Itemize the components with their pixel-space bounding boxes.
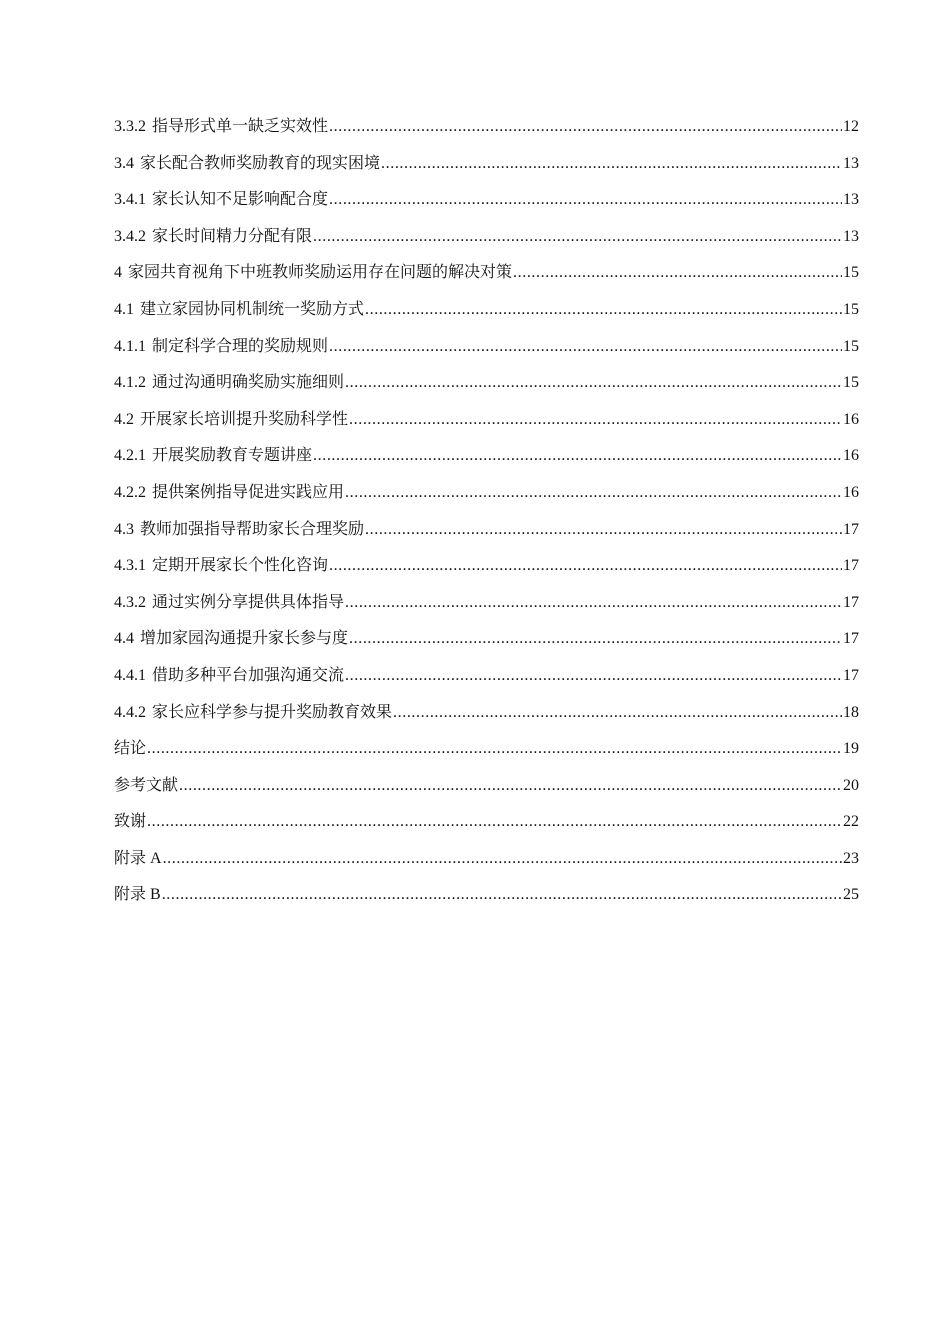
dot-leader xyxy=(147,810,842,834)
toc-entry[interactable] xyxy=(114,481,859,518)
toc-entry-page: 23 xyxy=(843,849,859,867)
toc-entry-page: 17 xyxy=(843,593,859,611)
toc-entry-page: 15 xyxy=(843,300,859,318)
toc-entry-number: 4.2.2 xyxy=(114,483,146,501)
toc-entry-number: 3.4.1 xyxy=(114,191,146,209)
toc-entry-number: 4.3.2 xyxy=(114,593,146,611)
dot-leader xyxy=(179,774,842,798)
toc-entry-page: 13 xyxy=(843,191,859,209)
table-of-contents xyxy=(114,115,859,920)
toc-entry-title: 结论 xyxy=(114,740,147,758)
toc-entry-number: 3.4.2 xyxy=(114,227,146,245)
dot-leader xyxy=(345,371,842,395)
toc-entry-number: 4.4.1 xyxy=(114,666,146,684)
toc-entry[interactable] xyxy=(114,591,859,628)
toc-entry-title: 制定科学合理的奖励规则 xyxy=(152,337,329,355)
dot-leader xyxy=(329,554,842,578)
toc-entry-page: 17 xyxy=(843,520,859,538)
toc-entry-title: 指导形式单一缺乏实效性 xyxy=(152,118,329,135)
dot-leader xyxy=(345,591,842,615)
toc-entry-title: 致谢 xyxy=(114,813,147,831)
toc-entry-page: 17 xyxy=(843,666,859,684)
toc-entry-page: 16 xyxy=(843,410,859,428)
toc-entry-number: 3.4 xyxy=(114,154,134,172)
toc-entry[interactable] xyxy=(114,298,859,335)
toc-entry-title: 附录 B xyxy=(114,886,161,904)
toc-entry-title: 参考文献 xyxy=(114,776,179,794)
toc-entry[interactable] xyxy=(114,774,859,811)
toc-entry-page: 16 xyxy=(843,447,859,465)
toc-entry[interactable] xyxy=(114,188,859,225)
toc-entry-number: 4.4 xyxy=(114,630,134,648)
toc-entry[interactable] xyxy=(114,115,859,152)
toc-entry-number: 4.4.2 xyxy=(114,703,146,721)
toc-entry-number: 4.3.1 xyxy=(114,557,146,575)
toc-entry-title: 家长时间精力分配有限 xyxy=(152,227,313,245)
toc-entry-number: 4.1.2 xyxy=(114,374,146,392)
dot-leader xyxy=(349,627,842,651)
toc-entry-title: 家长认知不足影响配合度 xyxy=(152,191,329,209)
toc-entry-number: 4.1.1 xyxy=(114,337,146,355)
dot-leader xyxy=(349,408,842,432)
dot-leader xyxy=(313,444,842,468)
toc-entry[interactable] xyxy=(114,152,859,189)
toc-entry-page: 13 xyxy=(843,227,859,245)
toc-entry-page: 17 xyxy=(843,557,859,575)
dot-leader xyxy=(329,335,842,359)
dot-leader xyxy=(313,225,842,249)
toc-entry-number: 4.2 xyxy=(114,410,134,428)
toc-entry-page: 18 xyxy=(843,703,859,721)
toc-entry-title: 增加家园沟通提升家长参与度 xyxy=(140,630,349,648)
dot-leader xyxy=(345,481,842,505)
toc-entry-number: 4.3 xyxy=(114,520,134,538)
toc-entry-page: 15 xyxy=(843,337,859,355)
dot-leader xyxy=(393,701,842,725)
toc-entry-title: 通过实例分享提供具体指导 xyxy=(152,593,345,611)
dot-leader xyxy=(329,188,842,212)
toc-entry-page: 20 xyxy=(843,776,859,794)
toc-entry-title: 教师加强指导帮助家长合理奖励 xyxy=(140,520,365,538)
dot-leader xyxy=(381,152,842,176)
toc-entry-page: 19 xyxy=(843,740,859,758)
toc-entry-title: 提供案例指导促进实践应用 xyxy=(152,483,345,501)
toc-entry-title: 建立家园协同机制统一奖励方式 xyxy=(140,300,365,318)
dot-leader xyxy=(365,518,842,542)
toc-entry-page: 22 xyxy=(843,813,859,831)
toc-entry[interactable] xyxy=(114,664,859,701)
toc-entry[interactable] xyxy=(114,518,859,555)
toc-entry-title: 家长配合教师奖励教育的现实困境 xyxy=(140,154,381,172)
toc-entry[interactable] xyxy=(114,408,859,445)
toc-entry[interactable] xyxy=(114,444,859,481)
toc-entry-title: 开展奖励教育专题讲座 xyxy=(152,447,313,465)
toc-entry[interactable] xyxy=(114,335,859,372)
toc-entry[interactable] xyxy=(114,627,859,664)
toc-entry[interactable] xyxy=(114,701,859,738)
toc-entry-title: 开展家长培训提升奖励科学性 xyxy=(140,410,349,428)
dot-leader xyxy=(329,115,842,139)
toc-entry-page: 15 xyxy=(843,264,859,282)
toc-entry-title: 附录 A xyxy=(114,849,162,867)
toc-entry[interactable] xyxy=(114,883,859,920)
toc-entry-page: 12 xyxy=(843,118,859,135)
toc-entry-page: 16 xyxy=(843,483,859,501)
toc-entry[interactable] xyxy=(114,261,859,298)
toc-entry[interactable] xyxy=(114,847,859,884)
toc-entry-number: 3.3.2 xyxy=(114,118,146,135)
toc-entry-title: 定期开展家长个性化咨询 xyxy=(152,557,329,575)
toc-entry-title: 通过沟通明确奖励实施细则 xyxy=(152,374,345,392)
toc-entry[interactable] xyxy=(114,225,859,262)
toc-entry[interactable] xyxy=(114,810,859,847)
toc-entry[interactable] xyxy=(114,737,859,774)
toc-entry[interactable] xyxy=(114,554,859,591)
dot-leader xyxy=(345,664,842,688)
toc-entry-number: 4.2.1 xyxy=(114,447,146,465)
toc-entry-number: 4.1 xyxy=(114,300,134,318)
toc-entry[interactable] xyxy=(114,371,859,408)
toc-entry-page: 17 xyxy=(843,630,859,648)
toc-entry-title: 借助多种平台加强沟通交流 xyxy=(152,666,345,684)
dot-leader xyxy=(163,847,842,871)
toc-entry-title: 家园共育视角下中班教师奖励运用存在问题的解决对策 xyxy=(128,264,513,282)
toc-entry-number: 4 xyxy=(114,264,122,282)
toc-entry-page: 13 xyxy=(843,154,859,172)
toc-entry-page: 15 xyxy=(843,374,859,392)
dot-leader xyxy=(513,261,842,285)
dot-leader xyxy=(365,298,842,322)
dot-leader xyxy=(147,737,842,761)
toc-entry-page: 25 xyxy=(843,886,859,904)
dot-leader xyxy=(162,883,842,907)
toc-entry-title: 家长应科学参与提升奖励教育效果 xyxy=(152,703,393,721)
